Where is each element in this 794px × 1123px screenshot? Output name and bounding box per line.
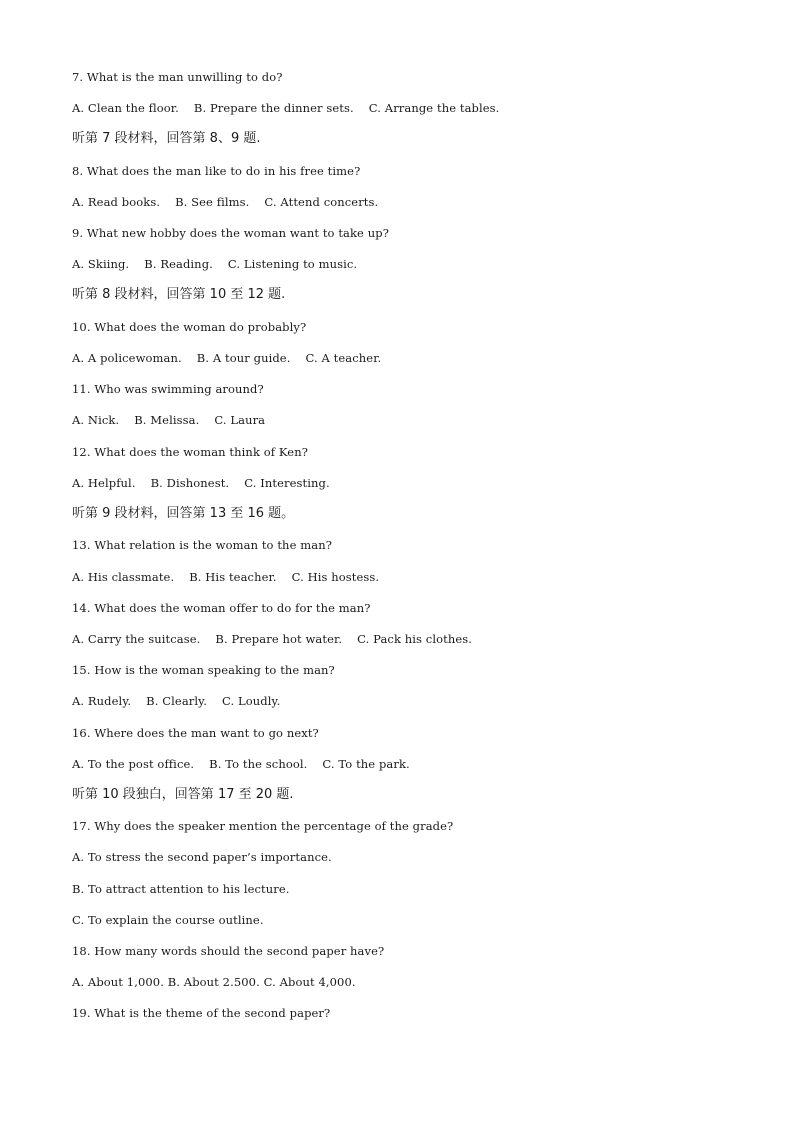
question-9: 9. What new hobby does the woman want to take up? — [72, 226, 389, 240]
option-17-c: C. To explain the course outline. — [72, 913, 264, 927]
options-8: A. Read books. B. See films. C. Attend concerts. — [72, 195, 379, 209]
options-12: A. Helpful. B. Dishonest. C. Interesting. — [72, 476, 330, 490]
section-header-7: 听第 7 段材料，回答第 8、9 题. — [72, 131, 261, 146]
option-17-a: A. To stress the second paper’s importance. — [72, 850, 332, 864]
question-19: 19. What is the theme of the second paper? — [72, 1006, 331, 1020]
question-18: 18. How many words should the second paper have? — [72, 944, 385, 958]
question-17: 17. Why does the speaker mention the percentage of the grade? — [72, 819, 454, 833]
options-10: A. A policewoman. B. A tour guide. C. A teacher. — [72, 351, 382, 365]
section-header-8: 听第 8 段材料，回答第 10 至 12 题. — [72, 287, 286, 302]
options-11: A. Nick. B. Melissa. C. Laura — [72, 413, 266, 427]
question-13: 13. What relation is the woman to the man? — [72, 538, 332, 552]
option-17-b: B. To attract attention to his lecture. — [72, 882, 290, 896]
question-10: 10. What does the woman do probably? — [72, 320, 307, 334]
question-15: 15. How is the woman speaking to the man? — [72, 663, 335, 677]
options-13: A. His classmate. B. His teacher. C. His hostess. — [72, 570, 380, 584]
question-11: 11. Who was swimming around? — [72, 382, 264, 396]
options-14: A. Carry the suitcase. B. Prepare hot water. C. Pack his clothes. — [72, 632, 473, 646]
question-14: 14. What does the woman offer to do for the man? — [72, 601, 371, 615]
options-18: A. About 1,000. B. About 2.500. C. About 4,000. — [72, 975, 356, 989]
options-16: A. To the post office. B. To the school. C. To the park. — [72, 757, 410, 771]
question-12: 12. What does the woman think of Ken? — [72, 445, 308, 459]
section-header-10: 听第 10 段独白，回答第 17 至 20 题. — [72, 787, 294, 802]
options-7: A. Clean the floor. B. Prepare the dinner sets. C. Arrange the tables. — [72, 101, 500, 115]
options-9: A. Skiing. B. Reading. C. Listening to music. — [72, 257, 358, 271]
question-16: 16. Where does the man want to go next? — [72, 726, 319, 740]
options-15: A. Rudely. B. Clearly. C. Loudly. — [72, 694, 281, 708]
section-header-9: 听第 9 段材料，回答第 13 至 16 题。 — [72, 506, 295, 521]
question-7: 7. What is the man unwilling to do? — [72, 70, 283, 84]
question-8: 8. What does the man like to do in his free time? — [72, 164, 361, 178]
